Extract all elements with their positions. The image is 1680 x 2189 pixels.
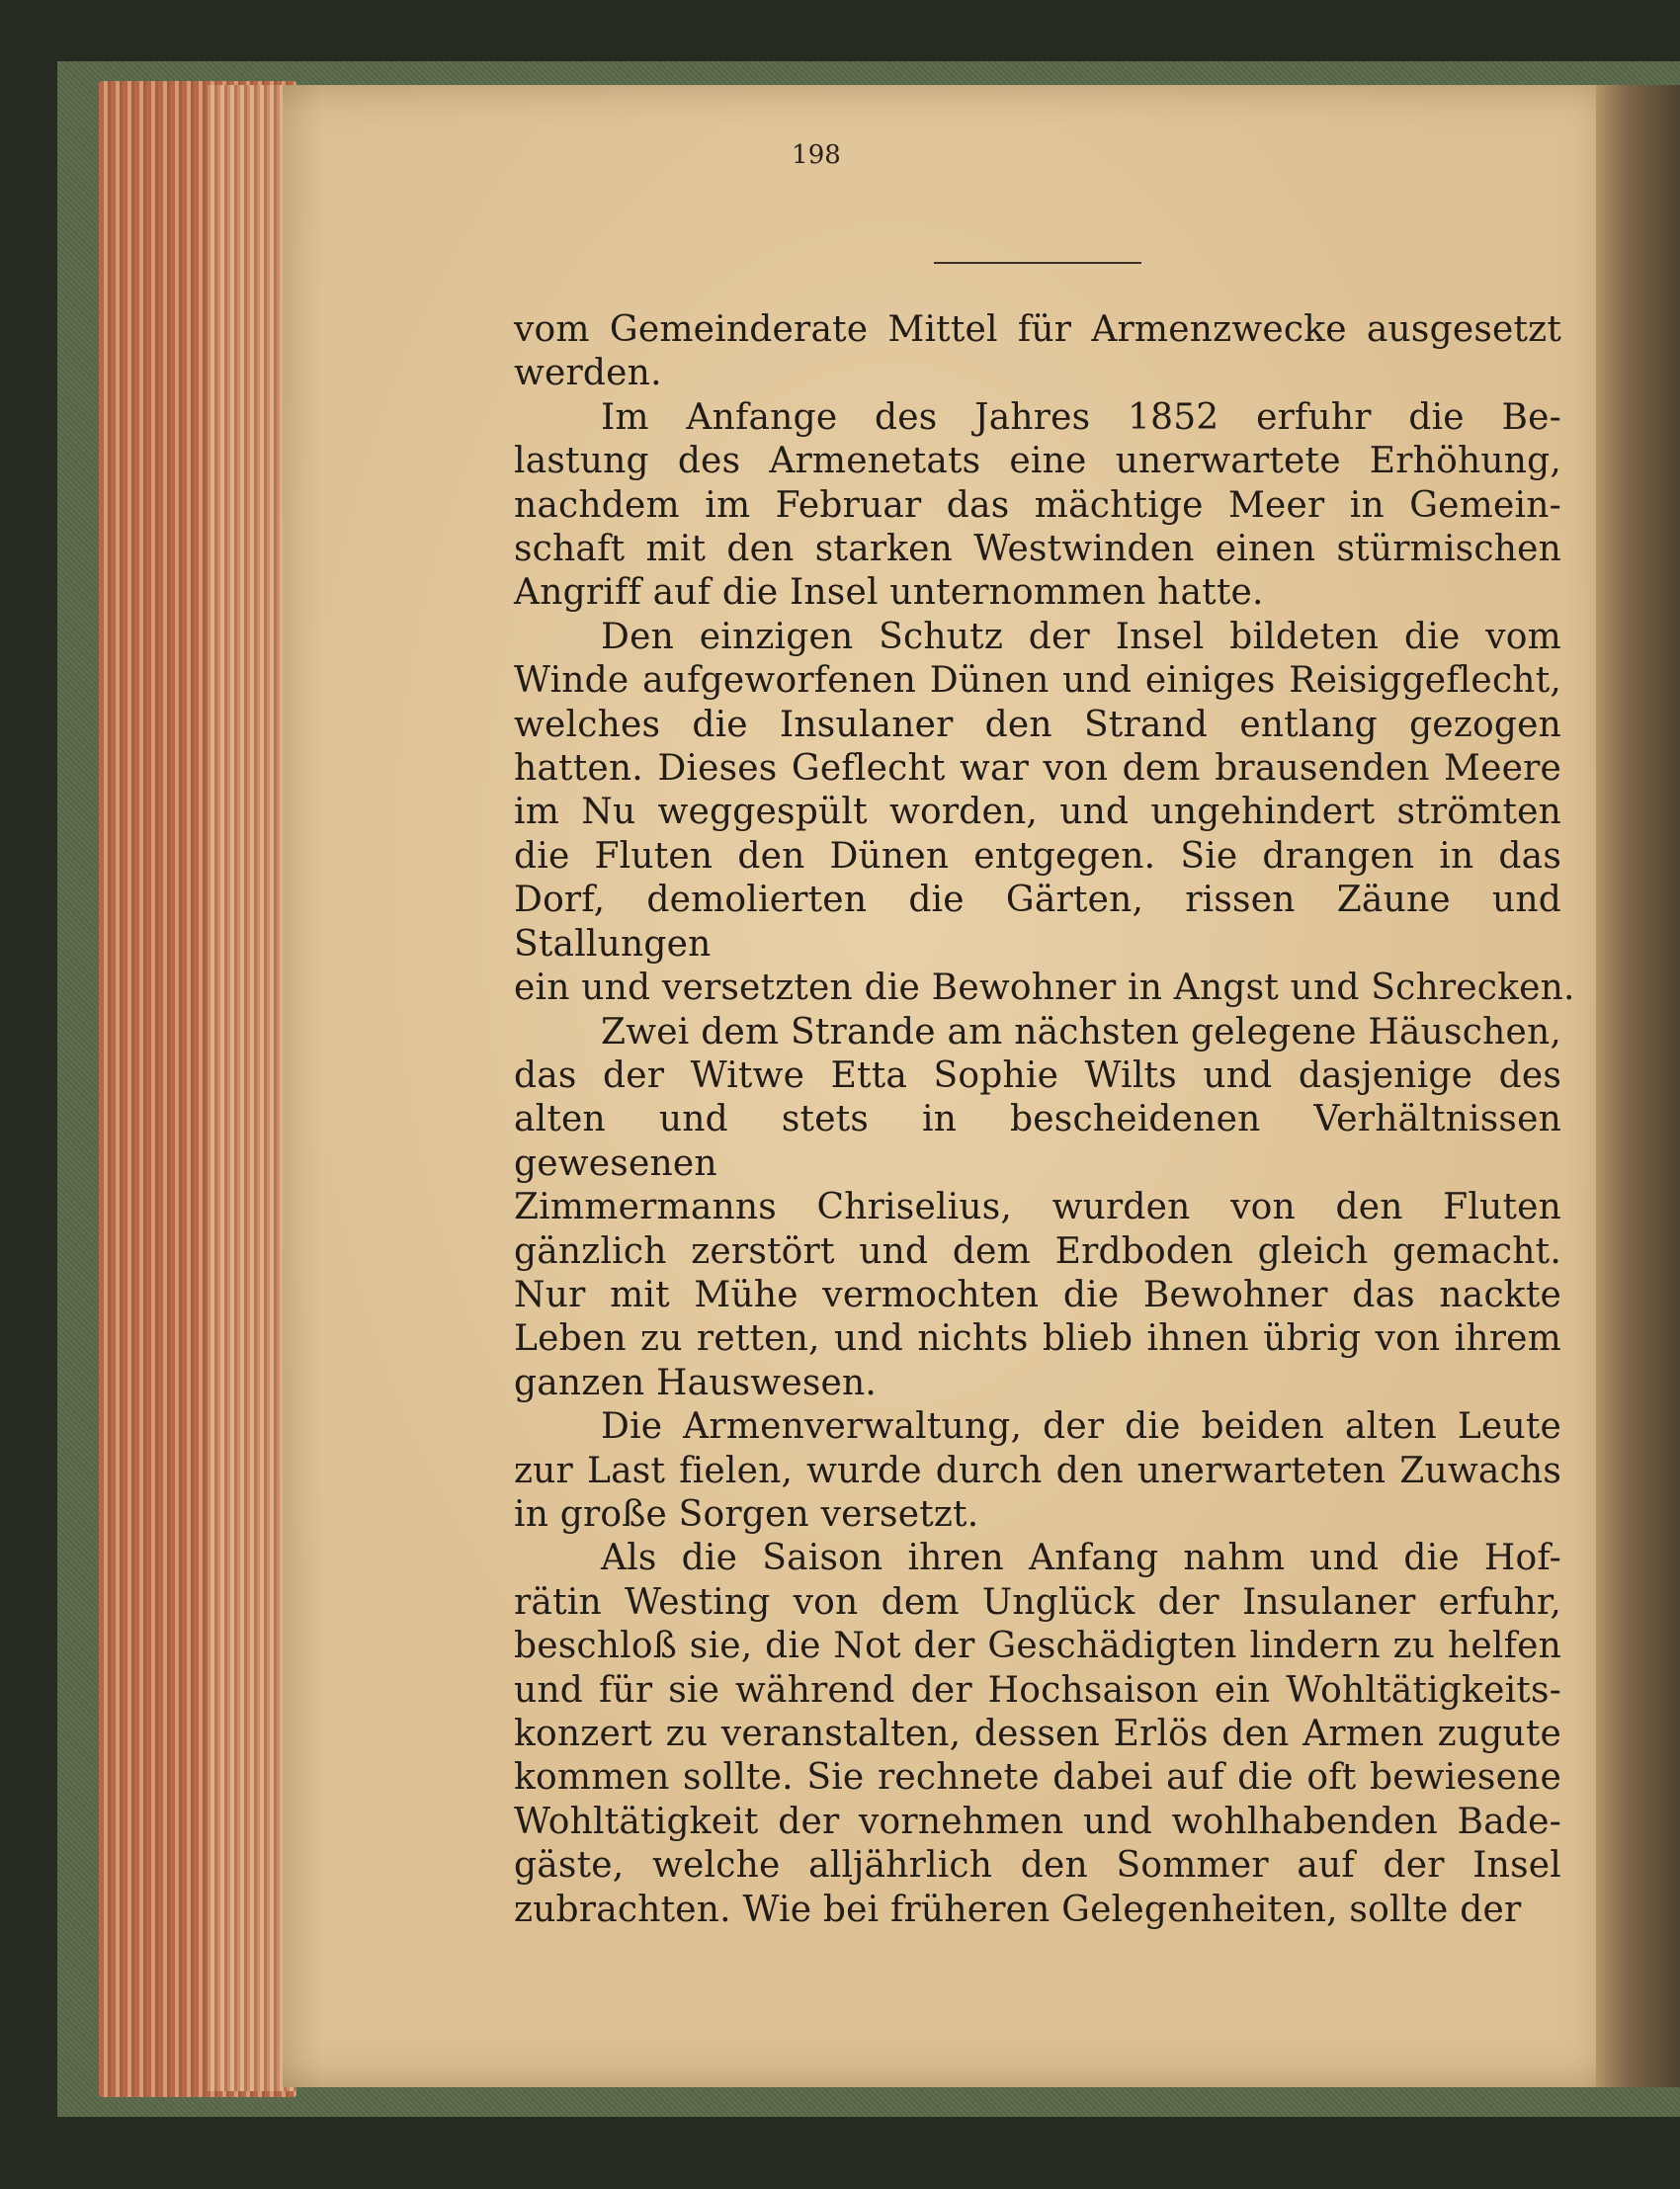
paragraph [514, 308, 1561, 396]
text-line: werden. [514, 353, 662, 394]
text-line: kommen sollte. Sie rechnete dabei auf die oft bewiesene [514, 1757, 1561, 1799]
text-line: Winde aufgeworfenen Dünen und einiges Reisiggeflecht, [514, 660, 1561, 702]
text-line: Nur mit Mühe vermochten die Bewohner das nackte [514, 1274, 1561, 1315]
paragraph [514, 1537, 1561, 1932]
text-line: schaft mit den starken Westwinden einen stürmischen [514, 529, 1561, 570]
text-line: in große Sorgen versetzt. [514, 1493, 979, 1535]
text-line: Dorf, demolierten die Gärten, rissen Zäune und Stallungen [514, 880, 1561, 965]
header-rule [934, 262, 1141, 264]
text-line: nachdem im Februar das mächtige Meer in Gemein- [514, 484, 1561, 526]
text-line: vom Gemeinderate Mittel für Armenzwecke ausgesetzt [514, 309, 1561, 350]
body-text [514, 308, 1575, 1932]
text-line: im Nu weggespült worden, und ungehindert strömten [514, 792, 1561, 833]
text-line: gänzlich zerstört und dem Erdboden gleich gemacht. [514, 1230, 1561, 1272]
page-gutter [1596, 85, 1680, 2087]
text-line: und für sie während der Hochsaison ein Wohltätigkeits- [514, 1669, 1561, 1711]
text-line: welches die Insulaner den Strand entlang gezogen [514, 704, 1561, 745]
text-line: Als die Saison ihren Anfang nahm und die Hof- [601, 1538, 1561, 1579]
text-line: Angriff auf die Insel unternommen hatte. [514, 572, 1264, 614]
text-line: beschloß sie, die Not der Geschädigten lindern zu helfen [514, 1626, 1561, 1667]
text-line: alten und stets in bescheidenen Verhältnissen gewesenen [514, 1099, 1561, 1184]
text-line: ein und versetzten die Bewohner in Angst und Schrecken. [514, 968, 1575, 1009]
text-line: ganzen Hauswesen. [514, 1362, 878, 1403]
text-line: Leben zu retten, und nichts blieb ihnen übrig von ihrem [514, 1318, 1561, 1360]
text-line: Die Armenverwaltung, der die beiden alten Leute [601, 1406, 1561, 1448]
text-line: Wohltätigkeit der vornehmen und wohlhabenden Bade- [514, 1801, 1561, 1842]
text-line: Den einzigen Schutz der Insel bildeten die vom [601, 616, 1561, 657]
paragraph [514, 1405, 1561, 1537]
text-line: Zwei dem Strande am nächsten gelegene Häuschen, [601, 1011, 1561, 1052]
text-line: konzert zu veranstalten, dessen Erlös den Armen zugute [514, 1714, 1561, 1754]
paragraph [514, 1011, 1561, 1406]
text-line: die Fluten den Dünen entgegen. Sie drangen in das [514, 835, 1561, 877]
text-line: rätin Westing von dem Unglück der Insulaner erfuhr, [514, 1581, 1561, 1623]
text-line: lastung des Armenetats eine unerwartete Erhöhung, [514, 441, 1561, 482]
paragraph [514, 396, 1561, 616]
text-line: gäste, welche alljährlich den Sommer auf der Insel [514, 1845, 1561, 1887]
text-line: zubrachten. Wie bei früheren Gelegenheiten, sollte der [514, 1889, 1522, 1930]
text-line: zur Last fielen, wurde durch den unerwarteten Zuwachs [514, 1450, 1561, 1491]
page-number: 198 [792, 140, 841, 170]
text-line: das der Witwe Etta Sophie Wilts und dasjenige des [514, 1054, 1561, 1096]
text-line: Im Anfange des Jahres 1852 erfuhr die Be- [601, 396, 1561, 438]
text-line: Zimmermanns Chriselius, wurden von den Fluten [514, 1187, 1561, 1228]
paragraph [514, 616, 1575, 1011]
text-line: hatten. Dieses Geflecht war von dem brausenden Meere [514, 748, 1561, 790]
